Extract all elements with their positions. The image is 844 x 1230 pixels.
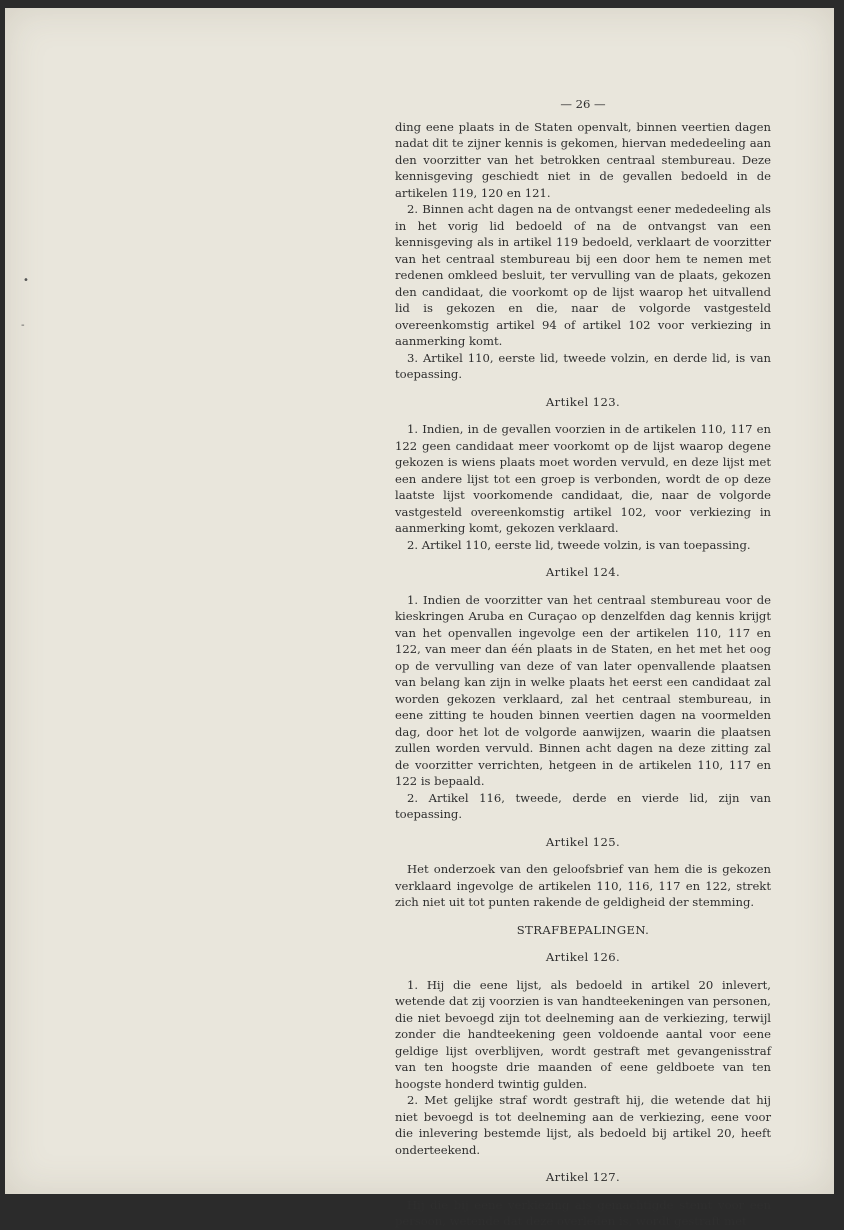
paragraph: 2. Binnen acht dagen na de ontvangst eener mededeeling als in het vorig lid bedoeld of na de ontvangst van een kennisgeving als in artikel 119 bedoeld, verklaart de voorzitter van het centraal stembureau bij een door hem te nemen met redenen omkleed besluit, ter vervulling van de plaats, gekozen den candidaat, die voorkomt op de lijst waarop het uitvallend lid is gekozen en die, naar de volgorde vastgesteld overeenkomstig artikel 94 of artikel 102 voor verkiezing in aanmerking komt.	[395, 202, 771, 348]
article-heading: Artikel 124.	[545, 565, 621, 579]
page-number: — 26 —	[560, 97, 606, 111]
body-text	[395, 96, 771, 1230]
margin-dash: ‑	[21, 320, 25, 331]
document-page	[5, 8, 834, 1228]
paragraph: 2. Artikel 110, eerste lid, tweede volzin, is van toepassing.	[407, 537, 751, 552]
article-heading: Artikel 123.	[545, 394, 621, 409]
paragraph: 1. Indien, in de gevallen voorzien in de artikelen 110, 117 en 122 geen candidaat meer voorkomt op de lijst waarop degene gekozen is wiens plaats moet worden vervuld, en deze lijst met een andere lijst tot een groep is verbonden, wordt de op deze laatste lijst voorkomende candidaat, die, naar de volgorde vastgesteld overeenkomstig artikel 102, voor verkiezing in aanmerking komt, gekozen verklaard.	[395, 422, 771, 535]
article-heading: Artikel 125.	[545, 834, 621, 849]
section-heading: STRAFBEPALINGEN.	[516, 922, 650, 937]
margin-dot: •	[23, 275, 29, 286]
paragraph: 2. Met gelijke straf wordt gestraft hij, die wetende dat hij niet bevoegd is tot deelneming aan de verkiezing, eene voor die inlevering bestemde lijst, als bedoeld bij artikel 20, heeft onderteekend.	[395, 1093, 771, 1157]
paragraph: Het onderzoek van den geloofsbrief van hem die is gekozen verklaard ingevolge de artikelen 110, 116, 117 en 122, strekt zich niet uit tot punten rakende de geldigheid der stemming.	[395, 862, 771, 909]
paragraph: ding eene plaats in de Staten openvalt, binnen veertien dagen nadat dit te zijner kennis is gekomen, hiervan mededeeling aan den voorzitter van het betrokken centraal stembureau. Deze kennisgeving geschiedt niet in de gevallen bedoeld in de artikelen 119, 120 en 121.	[395, 119, 771, 200]
paragraph: 3. Artikel 110, eerste lid, tweede volzin, en derde lid, is van toepassing.	[395, 350, 771, 381]
paragraph: 1. Indien de voorzitter van het centraal stembureau voor de kieskringen Aruba en Curaçao op denzelfden dag kennis krijgt van het openvallen ingevolge een der artikelen 110, 117 en 122, van meer dan één plaats in de Staten, en het met het oog op de vervulling van deze of van later openvallende plaatsen van belang kan zijn in welke plaats het eerst een candidaat zal worden gekozen verklaard, zal het centraal stembureau, in eene zitting te houden binnen veertien dagen na voormelden dag, door het lot de volgorde aanwijzen, waarin die plaatsen zullen worden vervuld. Binnen acht dagen na deze zitting zal de voorzitter verrichten, hetgeen in de artikelen 110, 117 en 122 is bepaald.	[395, 592, 771, 788]
paragraph: Hij die bij eene verkiezing als gemachtigde stemt voor een persoon, wetende dat deze overleden is, wordt gestraft met	[395, 1197, 771, 1228]
paragraph: 1. Hij die eene lijst, als bedoeld in artikel 20 inlevert, wetende dat zij voorzien is van handteekeningen van personen, die niet bevoegd zijn tot deelneming aan de verkiezing, terwijl zonder die handteekening geen voldoende aantal voor eene geldige lijst overblijven, wordt gestraft met gevangenisstraf van ten hoogste drie maanden of eene geldboete van ten hoogste honderd twintig gulden.	[395, 977, 771, 1091]
article-heading: Artikel 127.	[545, 1170, 621, 1184]
paragraph: 2. Artikel 116, tweede, derde en vierde lid, zijn van toepassing.	[395, 790, 771, 821]
article-heading: Artikel 126.	[545, 950, 621, 964]
